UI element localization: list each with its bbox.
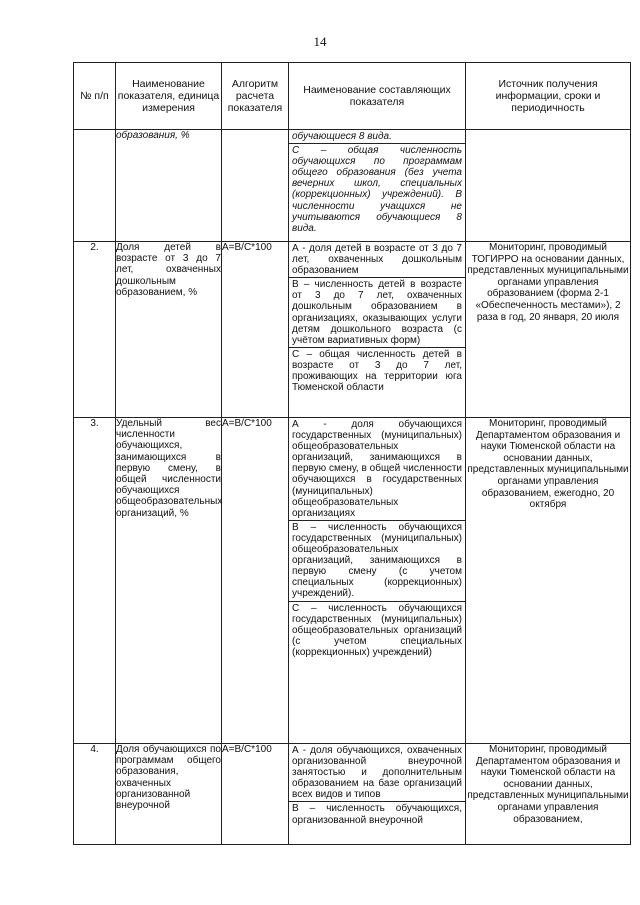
- source-cell: Мониторинг, проводимый Департаментом образования и науки Тюменской области на основании данных, представленных муниципальными органами управления образованием, ежегодно, 20 октября: [466, 418, 631, 744]
- component-item: А - доля обучающихся, охваченных организованной внеурочной занятостью и дополнительным образованием на базе организаций всех видов и типов: [289, 744, 465, 802]
- algorithm: А=В/С*100: [222, 418, 289, 744]
- indicator-name: образования, %: [116, 130, 222, 242]
- indicators-table: [73, 62, 631, 845]
- indicator-name: Доля детей в возрасте от 3 до 7 лет, охваченных дошкольным образованием, %: [116, 242, 222, 418]
- source-cell: Мониторинг, проводимый Департаментом образования и науки Тюменской области на основании данных, представленных муниципальными органами управления образованием,: [466, 744, 631, 845]
- source-cell: Мониторинг, проводимый ТОГИРРО на основании данных, представленных муниципальными органами управления образованием (форма 2-1 «Обеспеченность местами»), 2 раза в год, 20 января, 20 июля: [466, 242, 631, 418]
- table-header-row: [74, 63, 631, 130]
- component-item: С – численность обучающихся государственных (муниципальных) общеобразовательных организаций (с учетом специальных (коррекционных) учреждений): [292, 602, 462, 658]
- indicator-name: Доля обучающихся по программам общего образования, охваченных организованной внеурочной: [116, 744, 222, 845]
- algorithm: А=В/С*100: [222, 744, 289, 845]
- component-item: А - доля обучающихся государственных (муниципальных) общеобразовательных организаций, занимающихся в первую смену, в общей численности обучающихся в государственных (муниципальных) общеобразовательных организациях: [289, 418, 465, 521]
- header-indicator-name: Наименование показателя, единица измерения: [116, 63, 222, 130]
- indicator-name: Удельный вес численности обучающихся, занимающихся в первую смену, в общей численности обучающихся общеобразовательных организаций, %: [116, 418, 222, 744]
- component-item: В – численность обучающихся, организованной внеурочной: [292, 803, 462, 826]
- source-cell: [466, 130, 631, 242]
- components-cell: [289, 242, 466, 418]
- header-source: Источник получения информации, сроки и периодичность: [466, 63, 631, 130]
- page-number: 14: [313, 34, 327, 49]
- component-item: В – численность обучающихся государственных (муниципальных) общеобразовательных организаций, занимающихся в первую смену (с учетом специальных (коррекционных) учреждений).: [289, 521, 465, 602]
- table-row: [74, 242, 631, 418]
- row-number: 4.: [74, 744, 116, 845]
- row-number: 3.: [74, 418, 116, 744]
- header-number: № п/п: [74, 63, 116, 130]
- component-item: С – общая численность детей в возрасте от 3 до 7 лет, проживающих на территории юга Тюменской области: [292, 348, 462, 394]
- row-number: 2.: [74, 242, 116, 418]
- components-cell: [289, 130, 466, 242]
- component-item: А - доля детей в возрасте от 3 до 7 лет, охваченных дошкольным образованием: [289, 242, 465, 278]
- row-number: [74, 130, 116, 242]
- table-row: [74, 130, 631, 242]
- algorithm: [222, 130, 289, 242]
- components-cell: [289, 418, 466, 744]
- component-item: В – численность детей в возрасте от 3 до 7 лет, охваченных дошкольным образованием в организациях, оказывающих услуги детям дошкольного возраста (с учётом вариативных форм): [289, 278, 465, 348]
- components-cell: [289, 744, 466, 845]
- table-row: [74, 418, 631, 744]
- component-item: С – общая численность обучающихся по программам общего образования (без учета вечерних школ, специальных (коррекционных) учреждений). В численности учащихся не учитываются обучающиеся 8 вида.: [292, 145, 462, 234]
- header-algorithm: Алгоритм расчета показателя: [222, 63, 289, 130]
- component-item: обучающиеся 8 вида.: [289, 130, 465, 144]
- table-row: [74, 744, 631, 845]
- header-components: Наименование составляющих показателя: [289, 63, 466, 130]
- algorithm: А=В/С*100: [222, 242, 289, 418]
